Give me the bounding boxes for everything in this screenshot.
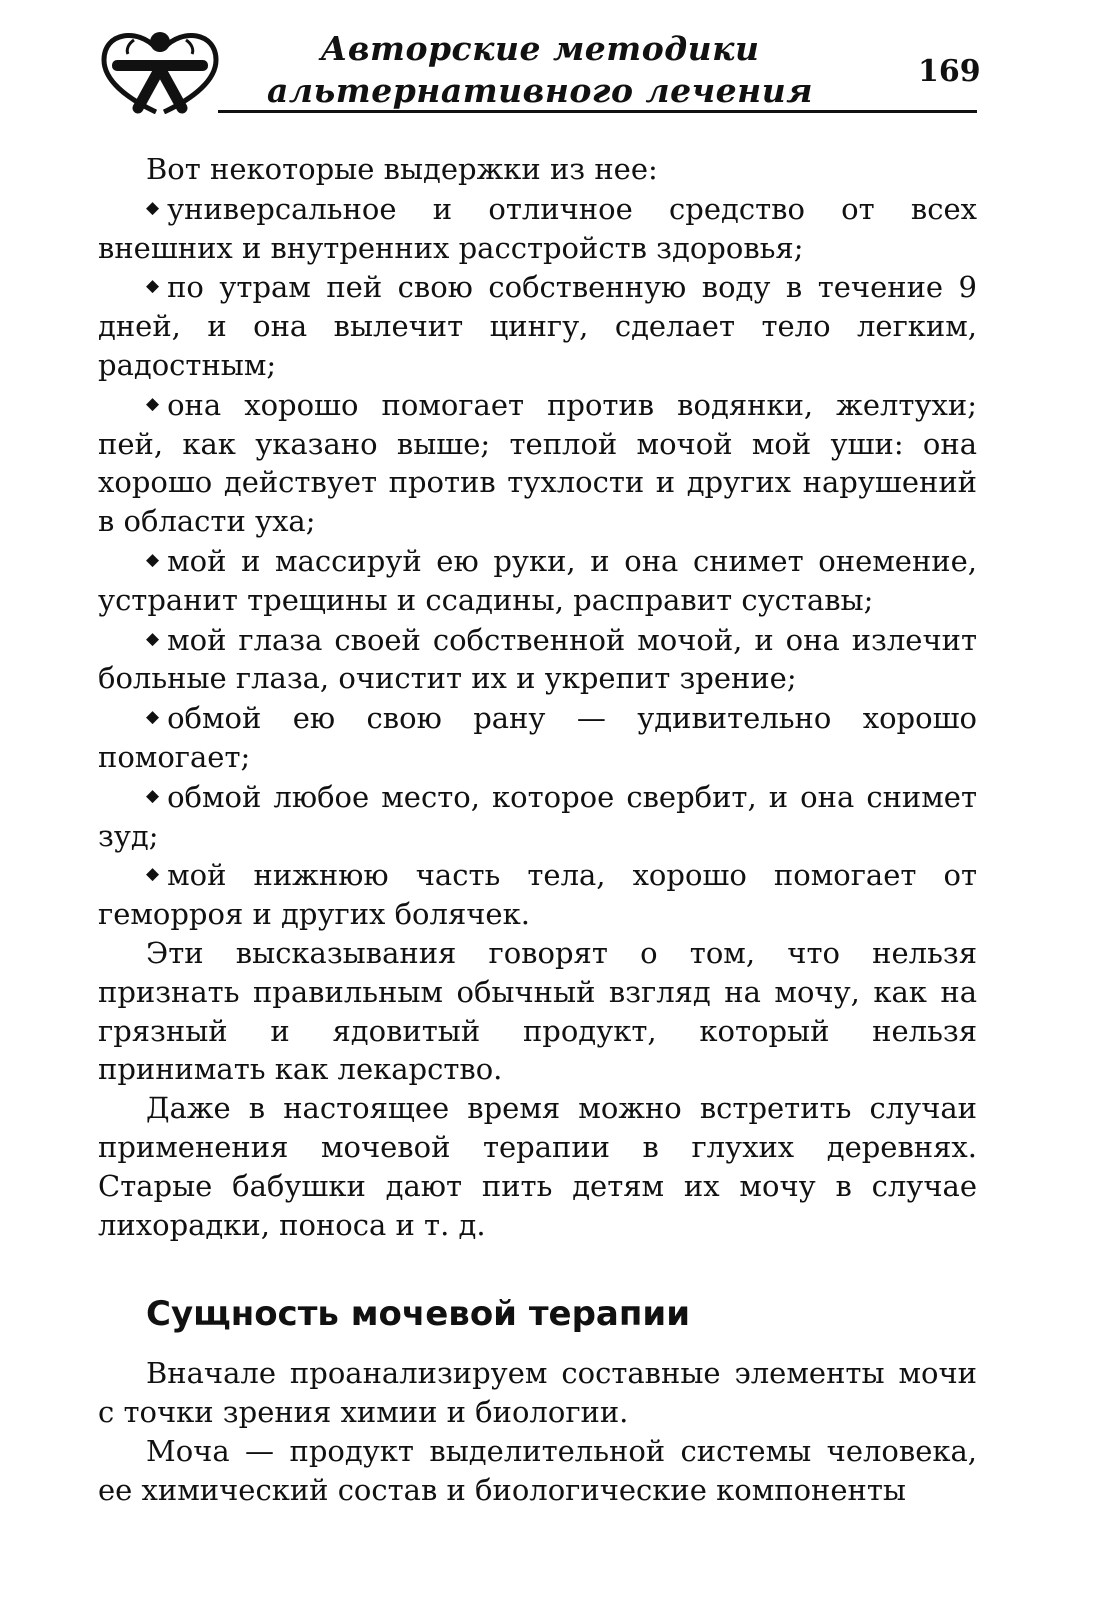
bullet-marker: ◆ — [146, 864, 160, 885]
bullet-item — [98, 777, 977, 856]
bullet-text: обмой любое место, которое свербит, и она снимет зуд; — [98, 779, 977, 853]
bullet-item — [98, 189, 977, 268]
bullet-item — [98, 385, 977, 541]
bullet-marker: ◆ — [146, 549, 160, 570]
bullet-marker: ◆ — [146, 276, 160, 297]
intro-paragraph: Вот некоторые выдержки из нее: — [146, 152, 658, 186]
running-title — [260, 28, 820, 112]
body-paragraph: Даже в настоящее время можно встретить случаи применения мочевой терапии в глухих деревнях. Старые бабушки дают пить детям их мочу в случае лихорадки, поноса и т. д. — [98, 1091, 977, 1242]
running-title-line-1: Авторские методики — [320, 29, 760, 68]
section-paragraph: Моча — продукт выделительной системы человека, ее химический состав и биологические компоненты — [98, 1433, 977, 1507]
bullet-text: по утрам пей свою собственную воду в течение 9 дней, и она вылечит цингу, сделает тело легким, радостным; — [98, 270, 977, 382]
body-paragraph: Эти высказывания говорят о том, что нельзя признать правильным обычный взгляд на мочу, как на грязный и ядовитый продукт, который нельзя принимать как лекарство. — [98, 935, 977, 1087]
page-body — [98, 150, 977, 1510]
bullet-item — [98, 855, 977, 934]
bullet-text: универсальное и отличное средство от всех внешних и внутренних расстройств здоровья; — [98, 191, 977, 265]
bullet-text: обмой ею свою рану — удивительно хорошо помогает; — [98, 701, 977, 774]
bullet-item — [98, 267, 977, 384]
page-number: 169 — [918, 54, 981, 89]
stick-figure-heart-logo-icon — [98, 28, 222, 114]
section-paragraph: Вначале проанализируем составные элементы мочи с точки зрения химии и биологии. — [98, 1356, 977, 1430]
bullet-item — [98, 620, 977, 699]
bullet-marker: ◆ — [146, 197, 160, 218]
bullet-marker: ◆ — [146, 707, 160, 728]
bullet-item — [98, 541, 977, 620]
running-title-line-2: альтернативного лечения — [267, 71, 813, 110]
bullet-text: мой нижнюю часть тела, хорошо помогает от геморроя и других болячек. — [98, 858, 977, 932]
bullet-marker: ◆ — [146, 393, 160, 414]
bullet-item — [98, 698, 977, 777]
section-heading: Сущность мочевой терапии — [146, 1294, 691, 1335]
header-rule — [218, 110, 977, 113]
bullet-marker: ◆ — [146, 785, 160, 806]
bullet-marker: ◆ — [146, 628, 160, 649]
bullet-text: мой глаза своей собственной мочой, и она излечит больные глаза, очистит их и укрепит зрение; — [98, 622, 977, 696]
bullet-text: она хорошо помогает против водянки, желтухи; пей, как указано выше; теплой мочой мой уши: она хорошо действует против тухлости и других нарушений в области уха; — [98, 387, 977, 539]
bullet-text: мой и массируй ею руки, и она снимет онемение, устранит трещины и ссадины, расправит суставы; — [98, 543, 977, 617]
